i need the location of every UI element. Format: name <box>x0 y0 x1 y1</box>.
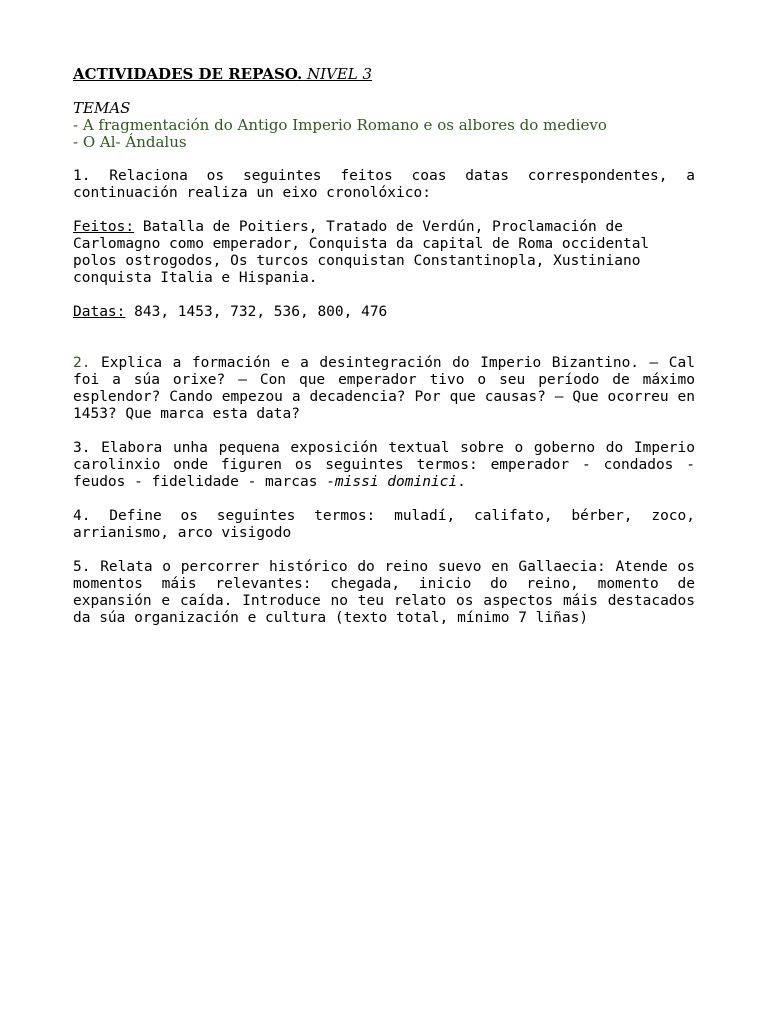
activity-number: 1. <box>73 168 91 184</box>
activity-4 <box>73 508 695 542</box>
document-title <box>73 66 695 83</box>
activity-text: Define os seguintes termos: muladí, califato, bérber, zoco, arrianismo, arco visigodo <box>73 508 695 541</box>
spacer <box>73 491 695 508</box>
feitos-text: Batalla de Poitiers, Tratado de Verdún, Proclamación de Carlomagno como emperador, Conquista da capital de Roma occidental polos ostrogodos, Os turcos conquistan Constantinopla, Xustiniano conquista Italia e Hispania. <box>73 219 650 286</box>
activity-number: 4. <box>73 508 91 524</box>
activity-3 <box>73 440 695 491</box>
activity-text: Elabora unha pequena exposición textual sobre o goberno do Imperio carolinxio onde figuren os seguintes termos: emperador - condados - feudos - fidelidade - marcas - <box>73 440 695 490</box>
spacer <box>73 321 695 355</box>
activity-number: 5. <box>73 559 91 575</box>
spacer <box>73 423 695 440</box>
activity-text: Relata o percorrer histórico do reino suevo en Gallaecia: Atende os momentos máis relevantes: chegada, inicio do reino, momento de expansión e caída. Introduce no teu relato os aspectos máis destacados da súa organización e cultura (texto total, mínimo 7 liñas) <box>73 559 695 626</box>
topic-item: - O Al- Ándalus <box>73 133 187 151</box>
temas-label: TEMAS <box>73 99 131 117</box>
feitos-paragraph <box>73 219 695 287</box>
activity-2 <box>73 355 695 423</box>
spacer <box>73 151 695 168</box>
topic-item: - A fragmentación do Antigo Imperio Romano e os albores do medievo <box>73 116 607 134</box>
spacer <box>73 542 695 559</box>
activity-1 <box>73 168 695 202</box>
spacer <box>73 287 695 304</box>
title-text: ACTIVIDADES DE REPASO <box>73 65 297 83</box>
activity-number: 2. <box>73 355 91 371</box>
italic-term: missi dominici <box>334 474 458 490</box>
activity-end: . <box>457 474 466 490</box>
activity-text: Explica a formación e a desintegración do Imperio Bizantino. – Cal foi a súa orixe? – Con que emperador tivo o seu período de máximo esplendor? Cando empezou a decadencia? Por que causas? – Que ocorreu en 1453? Que marca esta data? <box>73 355 695 422</box>
activity-number: 3. <box>73 440 91 456</box>
title-level: NIVEL 3 <box>302 65 373 83</box>
feitos-label: Feitos: <box>73 219 135 235</box>
spacer <box>73 202 695 219</box>
datas-paragraph <box>73 304 695 321</box>
document-page <box>73 66 695 627</box>
activity-5 <box>73 559 695 627</box>
activity-text: Relaciona os seguintes feitos coas datas correspondentes, a continuación realiza un eixo cronolóxico: <box>73 168 695 201</box>
spacer <box>73 83 695 100</box>
datas-text: 843, 1453, 732, 536, 800, 476 <box>134 304 388 320</box>
datas-label: Datas: <box>73 304 126 320</box>
title-separator: . <box>296 65 303 83</box>
